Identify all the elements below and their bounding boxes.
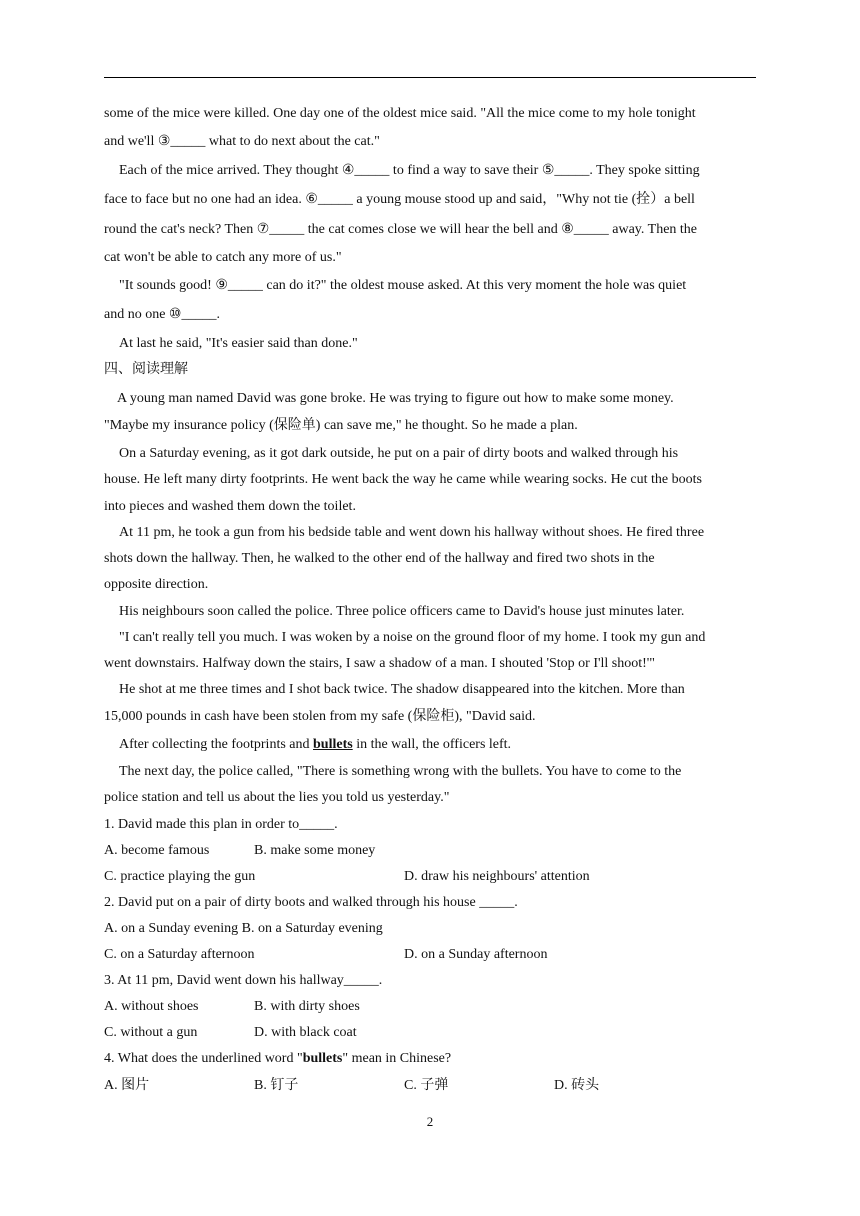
passage1-line: Each of the mice arrived. They thought ④_____ to find a way to save their ⑤_____. They spoke sitting [119,163,700,178]
passage2-line: 15,000 pounds in cash have been stolen from my safe (保险柜), "David said. [104,709,536,724]
header-rule [104,77,756,78]
option-a: A. 图片 [104,1078,150,1093]
passage1-line: and no one ⑩_____. [104,307,220,322]
question-stem: 1. David made this plan in order to_____. [104,817,338,832]
option-a: A. become famous [104,843,210,858]
option-d: D. with black coat [254,1025,357,1040]
option-d: D. on a Sunday afternoon [404,947,548,962]
passage1-line: and we'll ③_____ what to do next about the cat." [104,134,380,149]
question-text: " mean in Chinese? [342,1051,452,1066]
question-text: 4. What does the underlined word " [104,1051,303,1066]
passage2-line: On a Saturday evening, as it got dark outside, he put on a pair of dirty boots and walked through his [119,446,679,461]
passage1-line: cat won't be able to catch any more of us." [104,250,342,265]
option-a: A. without shoes [104,999,199,1014]
passage2-text: After collecting the footprints and [119,737,313,752]
section-heading: 四、阅读理解 [104,362,188,377]
option-c: C. practice playing the gun [104,869,256,884]
passage2-line: He shot at me three times and I shot back twice. The shadow disappeared into the kitchen. More than [119,682,685,697]
question-stem [104,1050,451,1068]
option-d: D. 砖头 [554,1078,600,1093]
bold-word-bullets: bullets [302,1051,343,1066]
passage1-line: some of the mice were killed. One day one of the oldest mice said. "All the mice come to my hole tonight [104,106,696,121]
passage2-line: into pieces and washed them down the toilet. [104,499,356,514]
passage2-line [119,736,511,754]
option-a-b: A. on a Sunday evening B. on a Saturday evening [104,921,383,936]
passage2-line: "Maybe my insurance policy (保险单) can save me," he thought. So he made a plan. [104,418,578,433]
option-b: B. make some money [254,843,376,858]
passage2-line: His neighbours soon called the police. Three police officers came to David's house just minutes later. [119,604,685,619]
page-number: 2 [426,1114,434,1129]
passage2-line: "I can't really tell you much. I was woken by a noise on the ground floor of my home. I took my gun and [119,630,706,645]
passage2-line: shots down the hallway. Then, he walked to the other end of the hallway and fired two shots in the [104,551,655,566]
passage1-line: "It sounds good! ⑨_____ can do it?" the oldest mouse asked. At this very moment the hole was quiet [119,278,687,293]
passage2-line: The next day, the police called, "There is something wrong with the bullets. You have to come to the [119,764,682,779]
underlined-word-bullets: bullets [313,737,353,752]
passage2-line: house. He left many dirty footprints. He went back the way he came while wearing socks. He cut the boots [104,472,702,487]
option-c: C. without a gun [104,1025,198,1040]
passage2-text: in the wall, the officers left. [352,737,512,752]
option-b: B. with dirty shoes [254,999,360,1014]
option-b: B. 钉子 [254,1078,299,1093]
option-c: C. on a Saturday afternoon [104,947,255,962]
passage2-line: A young man named David was gone broke. He was trying to figure out how to make some money. [117,391,674,406]
question-stem: 3. At 11 pm, David went down his hallway_____. [104,973,383,988]
passage2-line: At 11 pm, he took a gun from his bedside table and went down his hallway without shoes. He fired three [119,525,705,540]
passage2-line: opposite direction. [104,577,209,592]
option-c: C. 子弹 [404,1078,449,1093]
option-d: D. draw his neighbours' attention [404,869,590,884]
passage1-line: face to face but no one had an idea. ⑥_____ a young mouse stood up and said，"Why not tie (拴）a bell [104,192,695,207]
passage1-line: round the cat's neck? Then ⑦_____ the cat comes close we will hear the bell and ⑧_____ away. Then the [104,222,698,237]
passage2-line: police station and tell us about the lies you told us yesterday." [104,790,450,805]
question-stem: 2. David put on a pair of dirty boots and walked through his house _____. [104,895,518,910]
passage2-line: went downstairs. Halfway down the stairs, I saw a shadow of a man. I shouted 'Stop or I'll shoot!'" [104,656,656,671]
passage1-line: At last he said, "It's easier said than done." [119,336,358,351]
